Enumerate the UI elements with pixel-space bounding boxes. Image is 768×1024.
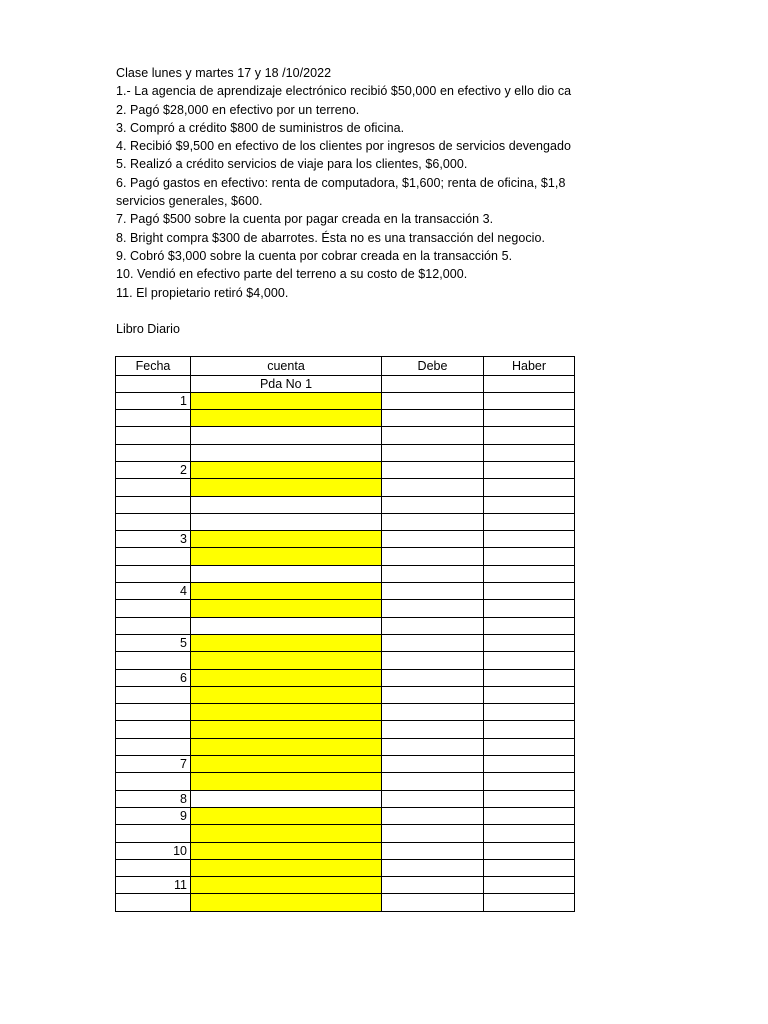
table-row [116,669,575,686]
transaction-line: 8. Bright compra $300 de abarrotes. Ésta no es una transacción del negocio. [116,230,546,245]
fecha-cell [116,565,191,582]
table-row [116,773,575,790]
debe-cell[interactable] [382,877,484,894]
cuenta-cell[interactable] [191,565,382,582]
table-row [116,652,575,669]
fecha-cell [116,721,191,738]
assignment-text [116,64,576,302]
fecha-cell [116,704,191,721]
debe-cell[interactable] [382,894,484,911]
transaction-line: 10. Vendió en efectivo parte del terreno a su costo de $12,000. [116,267,468,282]
haber-cell[interactable] [484,842,575,859]
column-header-debe: Debe [382,357,484,376]
debe-cell[interactable] [382,375,484,392]
transaction-line: 2. Pagó $28,000 en efectivo por un terreno. [116,102,360,117]
haber-cell[interactable] [484,461,575,478]
haber-cell[interactable] [484,807,575,824]
haber-cell[interactable] [484,634,575,651]
debe-cell[interactable] [382,617,484,634]
haber-cell[interactable] [484,704,575,721]
table-row [116,704,575,721]
column-header-fecha: Fecha [116,357,191,376]
cuenta-cell[interactable] [191,427,382,444]
haber-cell[interactable] [484,479,575,496]
cuenta-cell[interactable] [191,756,382,773]
debe-cell[interactable] [382,859,484,876]
haber-cell[interactable] [484,825,575,842]
fecha-cell [116,825,191,842]
transaction-line: 1.- La agencia de aprendizaje electrónico recibió $50,000 en efectivo y ello dio ca [116,84,572,99]
journal-title: Libro Diario [116,322,180,336]
fecha-cell [116,652,191,669]
fecha-cell [116,427,191,444]
table-row [116,686,575,703]
cuenta-cell[interactable] [191,790,382,807]
transaction-line: 6. Pagó gastos en efectivo: renta de computadora, $1,600; renta de oficina, $1,8 [116,175,566,190]
cuenta-cell[interactable] [191,721,382,738]
debe-cell[interactable] [382,479,484,496]
cuenta-cell[interactable] [191,842,382,859]
debe-cell[interactable] [382,652,484,669]
fecha-cell: 8 [116,790,191,807]
cuenta-cell[interactable] [191,894,382,911]
debe-cell[interactable] [382,444,484,461]
cuenta-cell[interactable] [191,859,382,876]
haber-cell[interactable] [484,427,575,444]
journal-header-row [116,357,575,376]
table-row [116,444,575,461]
fecha-cell [116,548,191,565]
debe-cell[interactable] [382,807,484,824]
debe-cell[interactable] [382,392,484,409]
debe-cell[interactable] [382,565,484,582]
fecha-cell [116,738,191,755]
table-row [116,548,575,565]
fecha-cell: 7 [116,756,191,773]
fecha-cell: 3 [116,531,191,548]
debe-cell[interactable] [382,704,484,721]
fecha-cell: 9 [116,807,191,824]
transaction-line: servicios generales, $600. [116,194,263,209]
haber-cell[interactable] [484,686,575,703]
haber-cell[interactable] [484,773,575,790]
fecha-cell: 5 [116,634,191,651]
haber-cell[interactable] [484,375,575,392]
debe-cell[interactable] [382,669,484,686]
haber-cell[interactable] [484,548,575,565]
table-row [116,531,575,548]
table-row [116,392,575,409]
haber-cell[interactable] [484,565,575,582]
table-row [116,583,575,600]
debe-cell[interactable] [382,790,484,807]
cuenta-cell[interactable] [191,531,382,548]
haber-cell[interactable] [484,877,575,894]
fecha-cell: 2 [116,461,191,478]
haber-cell[interactable] [484,756,575,773]
cuenta-cell[interactable] [191,617,382,634]
fecha-cell [116,375,191,392]
fecha-cell [116,410,191,427]
haber-cell[interactable] [484,738,575,755]
table-row [116,600,575,617]
debe-cell[interactable] [382,738,484,755]
haber-cell[interactable] [484,513,575,530]
fecha-cell [116,496,191,513]
table-row [116,894,575,911]
fecha-cell [116,894,191,911]
fecha-cell [116,479,191,496]
cuenta-cell[interactable] [191,686,382,703]
debe-cell[interactable] [382,634,484,651]
haber-cell[interactable] [484,600,575,617]
debe-cell[interactable] [382,773,484,790]
table-row [116,859,575,876]
cuenta-cell[interactable] [191,600,382,617]
haber-cell[interactable] [484,790,575,807]
table-row [116,427,575,444]
cuenta-cell[interactable] [191,807,382,824]
cuenta-cell[interactable] [191,444,382,461]
cuenta-cell[interactable] [191,669,382,686]
transaction-line: 4. Recibió $9,500 en efectivo de los clientes por ingresos de servicios devengado [116,139,572,154]
haber-cell[interactable] [484,531,575,548]
table-row [116,479,575,496]
cuenta-cell[interactable] [191,479,382,496]
table-row [116,375,575,392]
debe-cell[interactable] [382,427,484,444]
column-header-cuenta: cuenta [191,357,382,376]
fecha-cell [116,859,191,876]
debe-cell[interactable] [382,583,484,600]
table-row [116,807,575,824]
cuenta-cell[interactable] [191,583,382,600]
table-row [116,496,575,513]
fecha-cell [116,686,191,703]
haber-cell[interactable] [484,583,575,600]
journal-table [115,356,575,912]
transaction-line: 3. Compró a crédito $800 de suministros de oficina. [116,120,405,135]
fecha-cell: 10 [116,842,191,859]
haber-cell[interactable] [484,669,575,686]
cuenta-cell[interactable] [191,704,382,721]
haber-cell[interactable] [484,652,575,669]
table-row [116,513,575,530]
table-row [116,634,575,651]
haber-cell[interactable] [484,392,575,409]
cuenta-cell[interactable]: Pda No 1 [191,375,382,392]
haber-cell[interactable] [484,721,575,738]
haber-cell[interactable] [484,444,575,461]
cuenta-cell[interactable] [191,513,382,530]
transaction-line: 9. Cobró $3,000 sobre la cuenta por cobrar creada en la transacción 5. [116,248,513,263]
fecha-cell: 4 [116,583,191,600]
table-row [116,721,575,738]
cuenta-cell[interactable] [191,548,382,565]
transaction-list [116,82,576,302]
debe-cell[interactable] [382,842,484,859]
cuenta-cell[interactable] [191,461,382,478]
debe-cell[interactable] [382,721,484,738]
haber-cell[interactable] [484,617,575,634]
debe-cell[interactable] [382,513,484,530]
cuenta-cell[interactable] [191,773,382,790]
debe-cell[interactable] [382,496,484,513]
transaction-line: 7. Pagó $500 sobre la cuenta por pagar creada en la transacción 3. [116,212,494,227]
cuenta-cell[interactable] [191,652,382,669]
fecha-cell [116,513,191,530]
table-row [116,410,575,427]
debe-cell[interactable] [382,686,484,703]
haber-cell[interactable] [484,496,575,513]
fecha-cell [116,617,191,634]
table-row [116,738,575,755]
fecha-cell: 11 [116,877,191,894]
fecha-cell: 1 [116,392,191,409]
document-title: Clase lunes y martes 17 y 18 /10/2022 [116,66,332,80]
haber-cell[interactable] [484,894,575,911]
cuenta-cell[interactable] [191,410,382,427]
transaction-line: 5. Realizó a crédito servicios de viaje para los clientes, $6,000. [116,157,468,172]
table-row [116,877,575,894]
debe-cell[interactable] [382,825,484,842]
table-row [116,617,575,634]
table-row [116,565,575,582]
fecha-cell [116,444,191,461]
cuenta-cell[interactable] [191,825,382,842]
cuenta-cell[interactable] [191,634,382,651]
transaction-line: 11. El propietario retiró $4,000. [116,285,289,300]
fecha-cell [116,773,191,790]
debe-cell[interactable] [382,531,484,548]
haber-cell[interactable] [484,410,575,427]
debe-cell[interactable] [382,461,484,478]
debe-cell[interactable] [382,548,484,565]
table-row [116,461,575,478]
fecha-cell [116,600,191,617]
table-row [116,825,575,842]
table-row [116,790,575,807]
table-row [116,842,575,859]
column-header-haber: Haber [484,357,575,376]
cuenta-cell[interactable] [191,877,382,894]
table-row [116,756,575,773]
haber-cell[interactable] [484,859,575,876]
debe-cell[interactable] [382,756,484,773]
debe-cell[interactable] [382,600,484,617]
cuenta-cell[interactable] [191,392,382,409]
fecha-cell: 6 [116,669,191,686]
debe-cell[interactable] [382,410,484,427]
cuenta-cell[interactable] [191,738,382,755]
cuenta-cell[interactable] [191,496,382,513]
